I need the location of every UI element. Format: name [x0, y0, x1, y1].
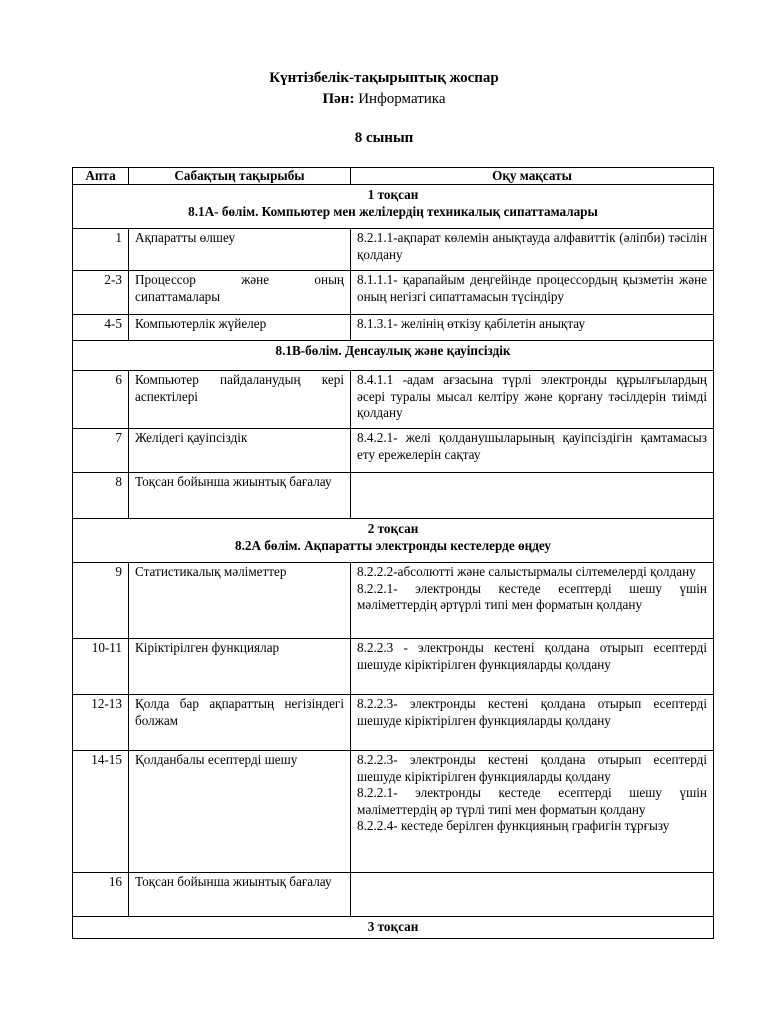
section-cell [73, 341, 714, 371]
quarter-title: 3 тоқсан [367, 919, 419, 935]
week-cell: 10-11 [73, 639, 129, 695]
topic-cell: Қолда бар ақпараттың негізіндегі болжам [129, 695, 351, 751]
table-row [73, 315, 714, 341]
topic-cell: Процессор және оның сипаттамалары [129, 271, 351, 315]
objective-cell [351, 315, 714, 341]
topic-cell: Қолданбалы есептерді шешу [129, 751, 351, 873]
objective-text: 8.2.2.3- электронды кестені қолдана отырып есептерді шешуде кіріктірілген функцияларды қолдану [357, 696, 707, 728]
topic-cell: Тоқсан бойынша жиынтық бағалау [129, 473, 351, 519]
week-cell: 1 [73, 229, 129, 271]
objective-cell [351, 229, 714, 271]
objective-text: 8.4.1.1 -адам ағзасына түрлі электронды құрылғылардың әсері туралы мысал келтіру және қорғану тәсілдерін тиімді қолдану [357, 372, 707, 421]
topic-cell: Компьютер пайдаланудың кері аспектілері [129, 371, 351, 429]
objective-text: 8.2.2.4- кестеде берілген функцияның графигін тұрғызу [357, 818, 670, 834]
topic-cell: Компьютерлік жүйелер [129, 315, 351, 341]
section-title: 8.2А бөлім. Ақпаратты электронды кестелерде өңдеу [234, 538, 551, 554]
table-row [73, 473, 714, 519]
subject-line [0, 89, 768, 109]
table-row [73, 563, 714, 639]
section-row [73, 519, 714, 563]
quarter-title: 1 тоқсан [367, 187, 419, 203]
objective-text: 8.2.2.2-абсолютті және салыстырмалы сілтемелерді қолдану [357, 564, 696, 580]
table-row [73, 751, 714, 873]
objective-cell [351, 751, 714, 873]
objective-text: 8.2.2.1- электронды кестеде есептерді шешу үшін мәліметтердің әр түрлі типі мен форматын қолдану [357, 785, 707, 817]
week-cell: 7 [73, 429, 129, 473]
week-cell: 6 [73, 371, 129, 429]
objective-text: 8.4.2.1- желі қолданушыларының қауіпсіздігін қамтамасыз ету ережелерін сақтау [357, 430, 707, 462]
objective-text: 8.1.1.1- қарапайым деңгейінде процессордың қызметін және оның негізгі сипаттамасын түсіндіру [357, 272, 707, 304]
week-cell: 2-3 [73, 271, 129, 315]
objective-text: 8.1.3.1- желінің өткізу қабілетін анықтау [357, 316, 586, 332]
table-row [73, 371, 714, 429]
section-cell [73, 519, 714, 563]
section-cell [73, 185, 714, 229]
week-cell: 12-13 [73, 695, 129, 751]
objective-cell [351, 271, 714, 315]
objective-text: 8.2.2.1- электронды кестеде есептерді шешу үшін мәліметтердің әртүрлі типі мен форматын қолдану [357, 580, 707, 613]
section-title: 8.1А- бөлім. Компьютер мен желілердің техникалық сипаттамалары [188, 204, 598, 220]
table-row [73, 873, 714, 917]
objective-text: 8.2.1.1-ақпарат көлемін анықтауда алфавиттік (әліпби) тәсілін қолдану [357, 230, 707, 262]
subject-label: Пән: [322, 91, 355, 107]
column-header-topic: Сабақтың тақырыбы [129, 168, 351, 185]
topic-cell: Тоқсан бойынша жиынтық бағалау [129, 873, 351, 917]
objective-cell [351, 563, 714, 639]
objective-cell [351, 695, 714, 751]
grade-heading: 8 сынып [354, 130, 414, 146]
column-header-objectives: Оқу мақсаты [351, 168, 714, 185]
plan-title: Күнтізбелік-тақырыптық жоспар [269, 70, 499, 86]
objective-cell [351, 429, 714, 473]
objective-cell [351, 639, 714, 695]
week-cell: 16 [73, 873, 129, 917]
table-row [73, 229, 714, 271]
objective-cell [351, 873, 714, 917]
week-cell: 9 [73, 563, 129, 639]
section-row [73, 917, 714, 939]
week-cell: 14-15 [73, 751, 129, 873]
table-row [73, 429, 714, 473]
table-row [73, 271, 714, 315]
topic-cell: Статистикалық мәліметтер [129, 563, 351, 639]
week-cell: 8 [73, 473, 129, 519]
table-row [73, 639, 714, 695]
objective-cell [351, 371, 714, 429]
section-row [73, 185, 714, 229]
objective-text: 8.2.2.3- электронды кестені қолдана отырып есептерді шешуде кіріктірілген функцияларды қолдану [357, 752, 707, 784]
topic-cell: Ақпаратты өлшеу [129, 229, 351, 271]
quarter-title: 2 тоқсан [367, 521, 419, 537]
week-cell: 4-5 [73, 315, 129, 341]
table-header-row [73, 168, 714, 185]
table-row [73, 695, 714, 751]
topic-cell: Кіріктірілген функциялар [129, 639, 351, 695]
section-cell [73, 917, 714, 939]
objective-text: 8.2.2.3 - электронды кестені қолдана отырып есептерді шешуде кіріктірілген функцияларды қолдану [357, 640, 707, 672]
subject-value: Информатика [354, 91, 446, 107]
section-title: 8.1В-бөлім. Денсаулық және қауіпсіздік [275, 343, 511, 359]
objective-cell [351, 473, 714, 519]
column-header-week: Апта [73, 168, 129, 185]
section-row [73, 341, 714, 371]
topic-cell: Желідегі қауіпсіздік [129, 429, 351, 473]
plan-table [72, 167, 714, 939]
